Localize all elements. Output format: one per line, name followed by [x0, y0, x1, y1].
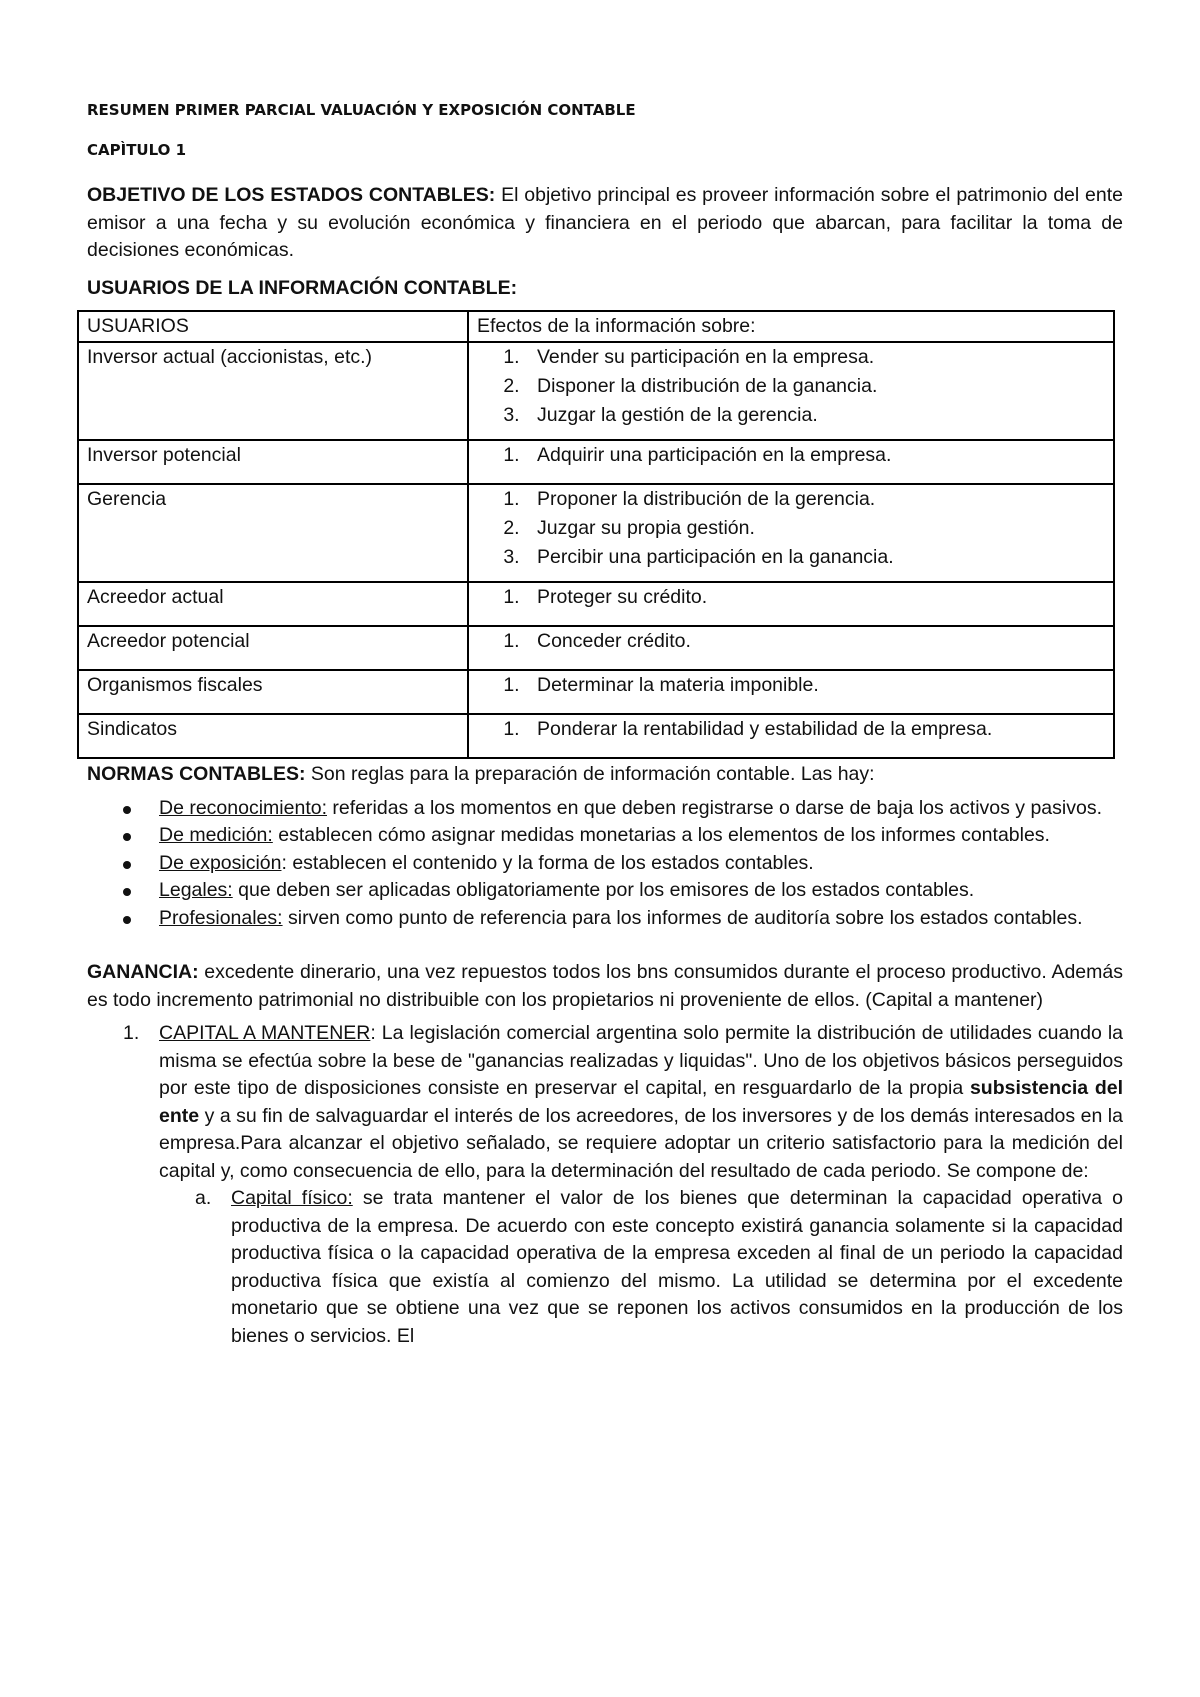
- list-item: 1. Proteger su crédito.: [525, 583, 1105, 612]
- efectos-cell: [468, 484, 1114, 582]
- list-item: 3. Juzgar la gestión de la gerencia.: [525, 401, 1105, 430]
- table-row: [78, 626, 1114, 670]
- norma-term: Profesionales:: [159, 906, 283, 929]
- norma-text: establecen cómo asignar medidas monetarias a los elementos de los informes contables.: [272, 824, 1050, 846]
- table-header-usuarios: USUARIOS: [78, 311, 468, 342]
- list-item: 1. Vender su participación en la empresa.: [525, 343, 1105, 372]
- efectos-list: [477, 627, 1105, 656]
- table-row: [78, 582, 1114, 626]
- list-item: 2. Disponer la distribución de la ganancia.: [525, 372, 1105, 401]
- usuario-cell: Inversor potencial: [78, 440, 468, 484]
- normas-paragraph: [87, 761, 1123, 789]
- norma-text: que deben ser aplicadas obligatoriamente por los emisores de los estados contables.: [232, 879, 975, 901]
- efectos-cell: [468, 670, 1114, 714]
- norma-text: sirven como punto de referencia para los informes de auditoría sobre los estados contables.: [282, 906, 1083, 929]
- table-header-efectos: Efectos de la información sobre:: [468, 311, 1114, 342]
- list-item: 1. Determinar la materia imponible.: [525, 671, 1105, 700]
- capital-text-b: y a su fin de salvaguardar el interés de los acreedores, de los inversores y de los demás interesados en la empresa.Para alcanzar el objetivo señalado, se requiere adoptar un criterio satisfactorio para la medición del capital y, como consecuencia de ello, para la determinación del resultado de cada periodo. Se compone de:: [159, 1104, 1123, 1182]
- norma-term: De reconocimiento:: [159, 796, 327, 819]
- table-row: [78, 714, 1114, 758]
- spacer: [87, 932, 1123, 959]
- objetivo-paragraph: [87, 182, 1123, 265]
- list-item: [159, 877, 1123, 905]
- efectos-list: [477, 671, 1105, 700]
- list-item: [159, 822, 1123, 850]
- capital-list: [87, 1020, 1123, 1350]
- normas-list: [87, 795, 1123, 933]
- capital-term: CAPITAL A MANTENER: [159, 1022, 371, 1044]
- capital-text-a: : La legislación comercial argentina solo permite la distribución de utilidades cuando la misma se efectúa sobre la bese de "ganancias realizadas y liquidas". Uno de los objetivos básicos perseguidos por este tipo de disposiciones consiste en preservar el capital, en resguardarlo de la propia: [159, 1022, 1124, 1099]
- objetivo-text: El objetivo principal es proveer información sobre el patrimonio del ente emisor a una fecha y su evolución económica y financiera en el periodo que abarcan, para facilitar la toma de decisiones económicas.: [87, 184, 1123, 261]
- list-item: 1. Ponderar la rentabilidad y estabilidad de la empresa.: [525, 715, 1105, 744]
- efectos-list: [477, 343, 1105, 430]
- table-row: [78, 440, 1114, 484]
- usuarios-table: [77, 310, 1115, 759]
- list-item: 1. Conceder crédito.: [525, 627, 1105, 656]
- objetivo-heading: OBJETIVO DE LOS ESTADOS CONTABLES:: [87, 184, 496, 206]
- usuario-cell: Acreedor potencial: [78, 626, 468, 670]
- document-page: [87, 100, 1123, 1350]
- capital-bold: subsistencia del ente: [159, 1077, 1123, 1127]
- efectos-list: [477, 485, 1105, 572]
- efectos-cell: [468, 440, 1114, 484]
- ganancia-paragraph: [87, 959, 1123, 1014]
- usuarios-heading: USUARIOS DE LA INFORMACIÓN CONTABLE:: [87, 276, 518, 299]
- bullet-icon: [123, 916, 131, 924]
- document-title: RESUMEN PRIMER PARCIAL VALUACIÓN Y EXPOSICIÓN CONTABLE: [87, 101, 636, 119]
- capital-fisico-text: se trata mantener el valor de los bienes que determinan la capacidad operativa o productiva de la empresa. De acuerdo con este concepto existirá ganancia solamente si la capacidad productiva física o la capacidad operativa de la empresa exceden al final de un periodo la capacidad productiva física que existía al comienzo del mismo. La utilidad se determina por el excedente monetario que se obtiene una vez que se reponen los activos consumidos en la producción de los bienes o servicios. El: [231, 1187, 1123, 1347]
- table-header-row: [78, 311, 1114, 342]
- list-item: 1. Proponer la distribución de la gerencia.: [525, 485, 1105, 514]
- efectos-cell: [468, 714, 1114, 758]
- norma-text: referidas a los momentos en que deben registrarse o darse de baja los activos y pasivos.: [327, 796, 1103, 819]
- list-item: [123, 1020, 1124, 1350]
- list-item: 2. Juzgar su propia gestión.: [525, 514, 1105, 543]
- table-row: [78, 484, 1114, 582]
- table-row: [78, 342, 1114, 440]
- efectos-cell: [468, 582, 1114, 626]
- bullet-icon: [123, 806, 131, 814]
- chapter-title: CAPÌTULO 1: [87, 141, 187, 159]
- list-item: [159, 850, 1123, 878]
- list-item: [159, 905, 1123, 933]
- ganancia-text: excedente dinerario, una vez repuestos todos los bns consumidos durante el proceso productivo. Además es todo incremento patrimonial no distribuible con los propietarios ni proveniente de ellos. (Capital a mantener): [87, 961, 1123, 1011]
- capital-sublist: [159, 1185, 1123, 1350]
- list-item: [195, 1185, 1123, 1350]
- efectos-cell: [468, 626, 1114, 670]
- efectos-list: [477, 715, 1105, 744]
- list-marker: 1.: [123, 1022, 140, 1044]
- normas-text: Son reglas para la preparación de información contable. Las hay:: [305, 763, 875, 785]
- list-marker: a.: [195, 1187, 212, 1209]
- capital-fisico-term: Capital físico:: [231, 1187, 353, 1209]
- list-item: 1. Adquirir una participación en la empresa.: [525, 441, 1105, 470]
- list-item: 3. Percibir una participación en la ganancia.: [525, 543, 1105, 572]
- norma-term: De medición:: [159, 824, 273, 846]
- efectos-cell: [468, 342, 1114, 440]
- bullet-icon: [123, 833, 131, 841]
- usuario-cell: Inversor actual (accionistas, etc.): [78, 342, 468, 440]
- bullet-icon: [123, 888, 131, 896]
- usuario-cell: Gerencia: [78, 484, 468, 582]
- bullet-icon: [123, 861, 131, 869]
- usuario-cell: Organismos fiscales: [78, 670, 468, 714]
- normas-heading: NORMAS CONTABLES:: [87, 763, 306, 785]
- list-item: [159, 795, 1123, 823]
- norma-term: De exposición: [159, 851, 282, 874]
- ganancia-heading: GANANCIA:: [87, 961, 199, 983]
- table-row: [78, 670, 1114, 714]
- efectos-list: [477, 583, 1105, 612]
- usuario-cell: Sindicatos: [78, 714, 468, 758]
- usuario-cell: Acreedor actual: [78, 582, 468, 626]
- norma-text: : establecen el contenido y la forma de los estados contables.: [281, 851, 814, 874]
- efectos-list: [477, 441, 1105, 470]
- norma-term: Legales:: [159, 879, 233, 901]
